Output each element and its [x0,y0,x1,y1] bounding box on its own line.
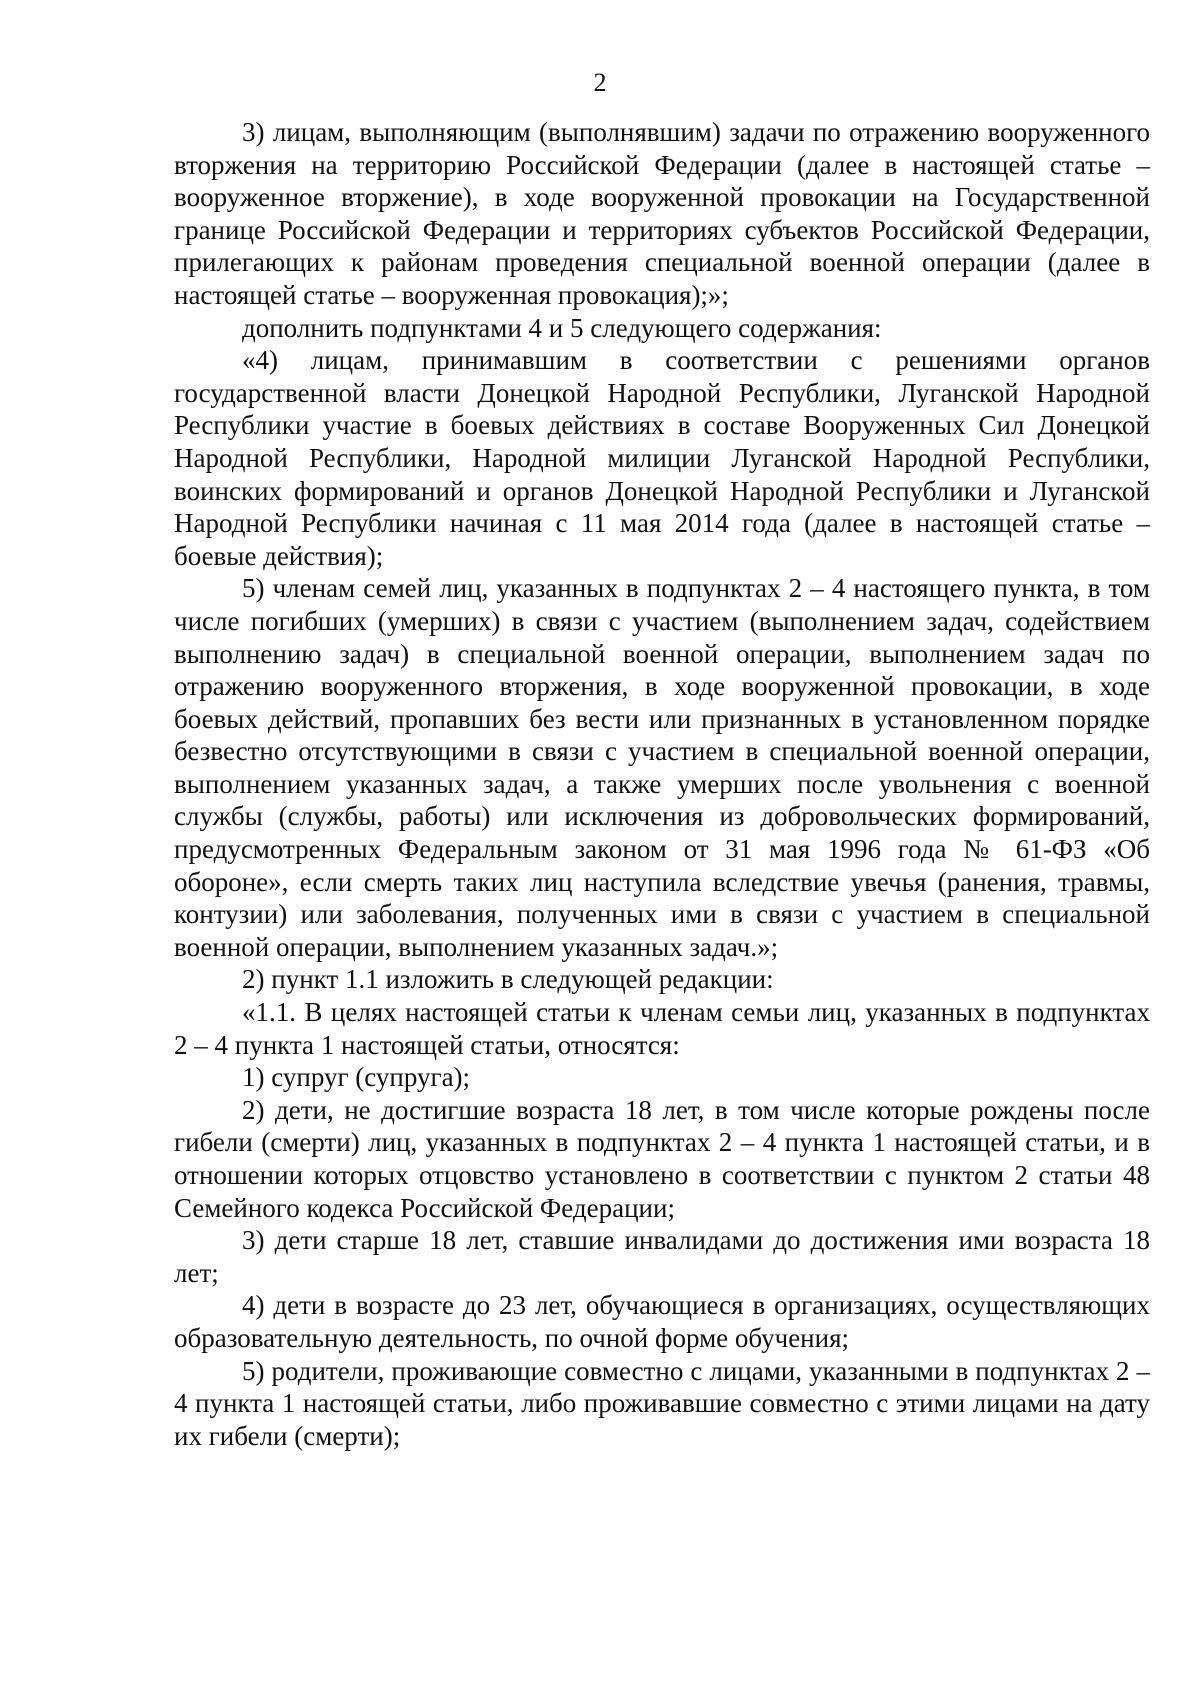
paragraph-item-5-family-members: 5) членам семей лиц, указанных в подпунктах 2 – 4 настоящего пункта, в том числе погибших (умерших) в связи с участием (выполнением задач, содействием выполнению задач) в специальной военной операции, выполнением задач по отражению вооруженного вторжения, в ходе вооруженной провокации, в ходе боевых действий, пропавших без вести или признанных в установленном порядке безвестно отсутствующими в связи с участием в специальной военной операции, выполнением указанных задач, а также умерших после увольнения с военной службы (службы, работы) или исключения из добровольческих формирований, предусмотренных Федеральным законом от 31 мая 1996 года № 61-ФЗ «Об обороне», если смерть таких лиц наступила вследствие увечья (ранения, травмы, контузии) или заболевания, полученных ими в связи с участием в специальной военной операции, выполнением указанных задач.»; [174,573,1150,962]
list-item-students-under-23: 4) дети в возрасте до 23 лет, обучающиеся в организациях, осуществляющих образовательную деятельность, по очной форме обучения; [174,1290,1150,1353]
paragraph-add-subitems: дополнить подпунктами 4 и 5 следующего содержания: [242,312,882,343]
page-number: 2 [593,68,607,97]
paragraph-item-4-combat-operations: «4) лицам, принимавшим в соответствии с решениями органов государственной власти Донецкой Народной Республики, Луганской Народной Республики участие в боевых действиях в составе Вооруженных Сил Донецкой Народной Республики, Народной милиции Луганской Народной Республики, воинских формирований и органов Донецкой Народной Республики и Луганской Народной Республики начиная с 11 мая 2014 года (далее в настоящей статье – боевые действия); [174,345,1150,571]
paragraph-point-1-1-text: «1.1. В целях настоящей статьи к членам семьи лиц, указанных в подпунктах 2 – 4 пункта 1 настоящей статьи, относятся: [174,997,1150,1060]
document-body [174,116,1150,1452]
paragraph-point-1-1-amendment: 2) пункт 1.1 изложить в следующей редакции: [242,964,774,995]
paragraph-item-3-armed-invasion: 3) лицам, выполняющим (выполнявшим) задачи по отражению вооруженного вторжения на территорию Российской Федерации (далее в настоящей статье – вооруженное вторжение), в ходе вооруженной провокации на Государственной границе Российской Федерации и территориях субъектов Российской Федерации, прилегающих к районам проведения специальной военной операции (далее в настоящей статье – вооруженная провокация);»; [174,117,1150,310]
list-item-children-under-18: 2) дети, не достигшие возраста 18 лет, в том числе которые рождены после гибели (смерти) лиц, указанных в подпунктах 2 – 4 пункта 1 настоящей статьи, и в отношении которых отцовство установлено в соответствии с пунктом 2 статьи 48 Семейного кодекса Российской Федерации; [174,1094,1150,1223]
list-item-disabled-children: 3) дети старше 18 лет, ставшие инвалидами до достижения ими возраста 18 лет; [174,1225,1150,1288]
list-item-parents: 5) родители, проживающие совместно с лицами, указанными в подпунктах 2 – 4 пункта 1 настоящей статьи, либо проживавшие совместно с этими лицами на дату их гибели (смерти); [174,1355,1150,1451]
list-item-spouse: 1) супруг (супруга); [242,1062,471,1093]
